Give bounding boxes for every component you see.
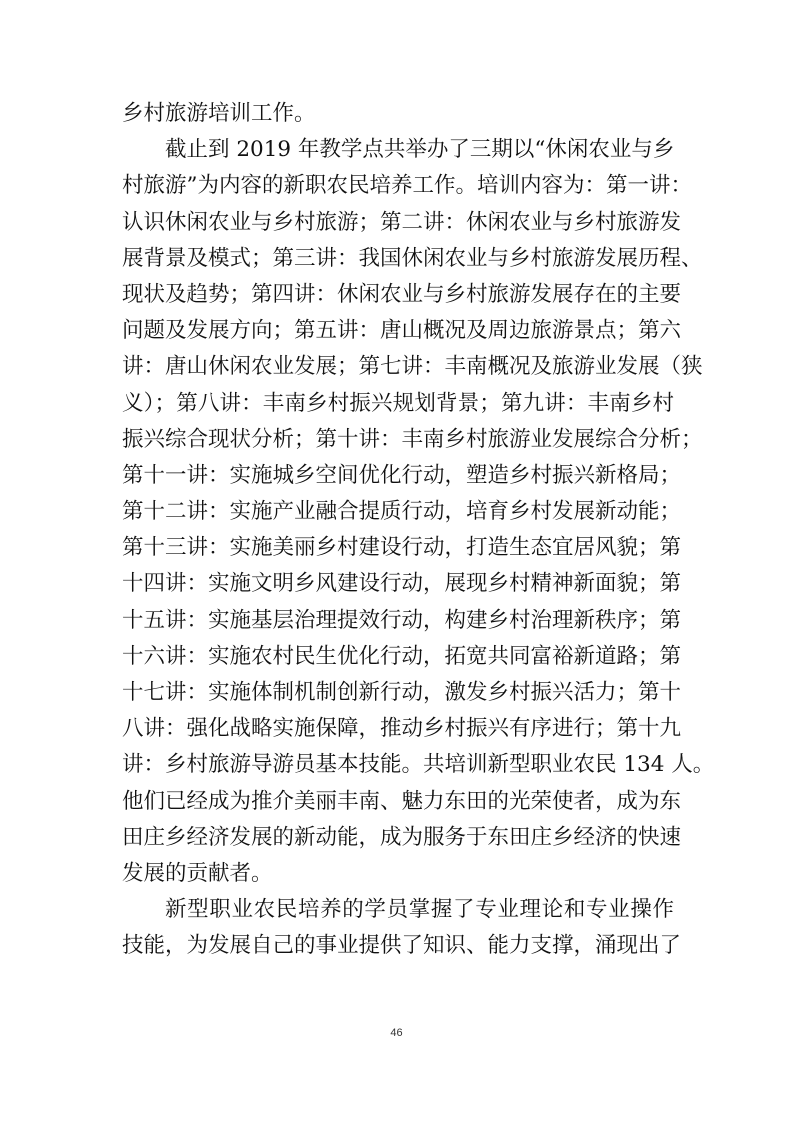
text-line: 田庄乡经济发展的新动能，成为服务于东田庄乡经济的快速 [122, 824, 682, 850]
text-line: 技能，为发展自己的事业提供了知识、能力支撑，涌现出了 [122, 933, 682, 959]
text-line: 第十三讲：实施美丽乡村建设行动，打造生态宜居风貌；第 [122, 535, 682, 561]
paragraph-start-line: 新型职业农民培养的学员掌握了专业理论和专业操作 [165, 897, 674, 923]
text-line: 讲：乡村旅游导游员基本技能。共培训新型职业农民 134 人。 [122, 752, 715, 778]
page-number: 46 [390, 1027, 403, 1039]
text-line: 十七讲：实施体制机制创新行动，激发乡村振兴活力；第十 [122, 680, 682, 705]
text-line: 展背景及模式；第三讲：我国休闲农业与乡村旅游发展历程、 [122, 245, 703, 271]
text-line: 八讲：强化战略实施保障，推动乡村振兴有序进行；第十九 [122, 716, 682, 742]
text-line: 十四讲：实施文明乡风建设行动，展现乡村精神新面貌；第 [122, 571, 682, 597]
text-line: 振兴综合现状分析；第十讲：丰南乡村旅游业发展综合分析； [122, 426, 703, 452]
text-line: 乡村旅游培训工作。 [122, 101, 316, 126]
text-line: 他们已经成为推介美丽丰南、魅力东田的光荣使者，成为东 [122, 788, 682, 814]
text-line: 发展的贡献者。 [122, 860, 273, 886]
text-line: 十五讲：实施基层治理提效行动，构建乡村治理新秩序；第 [122, 607, 682, 633]
text-line: 问题及发展方向；第五讲：唐山概况及周边旅游景点；第六 [122, 318, 682, 344]
text-line: 现状及趋势；第四讲：休闲农业与乡村旅游发展存在的主要 [122, 281, 682, 307]
text-line: 认识休闲农业与乡村旅游；第二讲：休闲农业与乡村旅游发 [122, 209, 682, 235]
document-body [122, 96, 715, 965]
paragraph-start-line: 截止到 2019 年教学点共举办了三期以“休闲农业与乡 [165, 137, 675, 163]
text-line: 十六讲：实施农村民生优化行动，拓宽共同富裕新道路；第 [122, 643, 682, 669]
text-line: 义）；第八讲：丰南乡村振兴规划背景；第九讲：丰南乡村 [122, 390, 674, 416]
text-line: 第十二讲：实施产业融合提质行动，培育乡村发展新动能； [122, 499, 682, 525]
text-line: 讲：唐山休闲农业发展；第七讲：丰南概况及旅游业发展（狭 [122, 354, 703, 380]
text-line: 第十一讲：实施城乡空间优化行动，塑造乡村振兴新格局； [122, 462, 682, 488]
text-line: 村旅游”为内容的新职农民培养工作。培训内容为：第一讲： [122, 173, 692, 199]
